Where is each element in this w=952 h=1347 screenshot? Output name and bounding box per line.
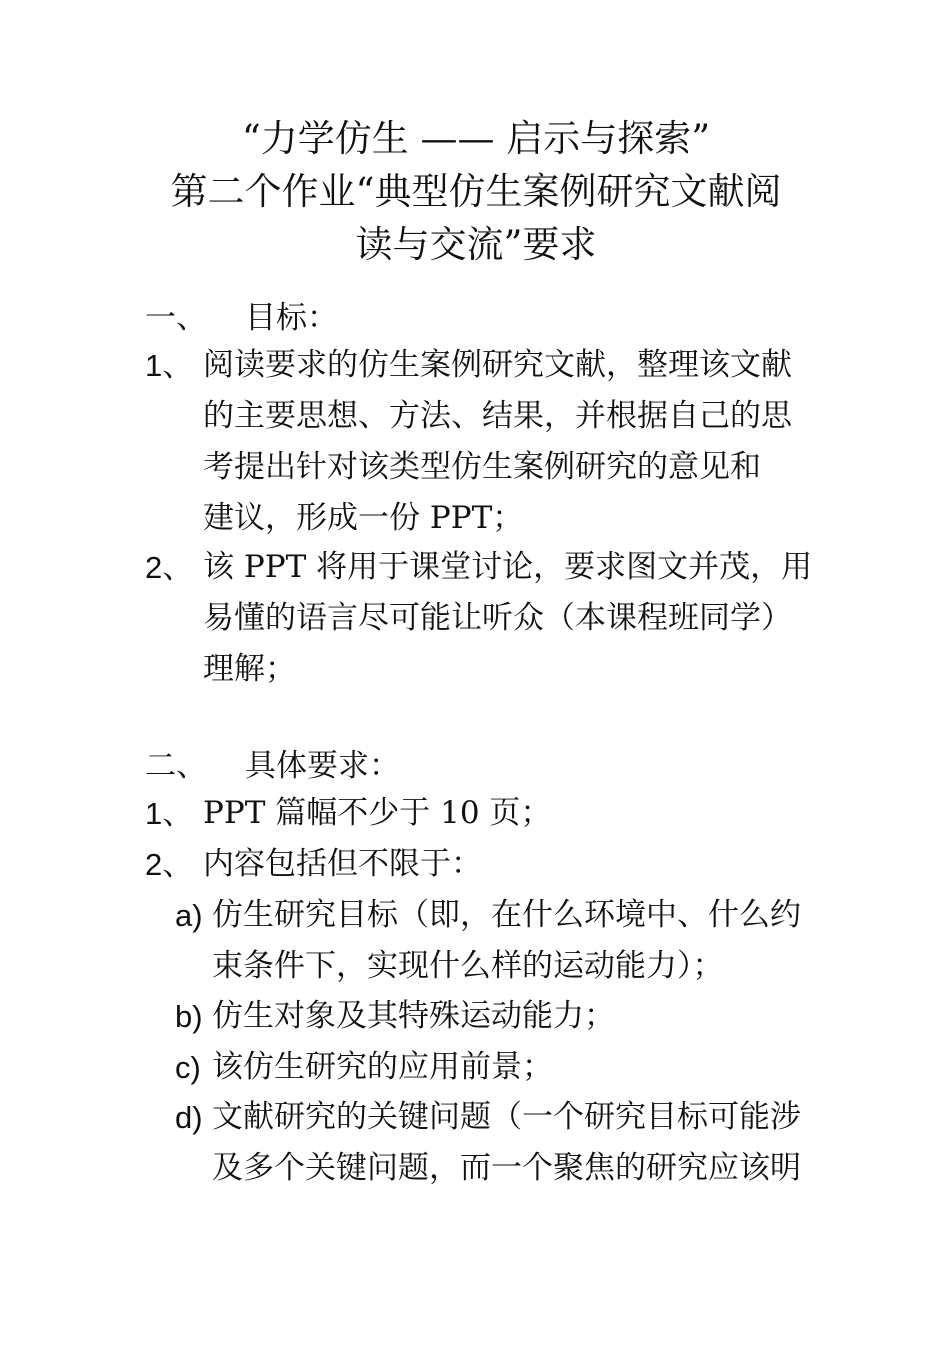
- section-2-number: 二、: [145, 748, 207, 784]
- list-item: [145, 542, 815, 695]
- list-item: [145, 839, 815, 890]
- sub-list-item-text: 文献研究的关键问题（一个研究目标可能涉 及多个关键问题，而一个聚焦的研究应该明: [212, 1099, 801, 1186]
- list-item-marker: 2、: [145, 847, 194, 882]
- sub-list-item-text: 仿生对象及其特殊运动能力；: [212, 998, 615, 1034]
- title-line-2: 第二个作业“典型仿生案例研究文献阅: [170, 170, 782, 213]
- title-line-1: “力学仿生 —— 启示与探索”: [241, 117, 711, 160]
- sub-list-item: [175, 1092, 815, 1194]
- sub-list-item-marker: c): [175, 1050, 201, 1085]
- section-2-title: 具体要求：: [245, 748, 400, 784]
- list-item-marker: 2、: [145, 550, 194, 585]
- sub-list-item-text: 该仿生研究的应用前景；: [212, 1049, 553, 1085]
- sub-list-item-marker: d): [175, 1100, 203, 1135]
- list-item-marker: 1、: [145, 796, 194, 831]
- document-title: [120, 112, 832, 271]
- list-item-marker: 1、: [145, 348, 194, 383]
- sub-list-item: [175, 890, 815, 992]
- sub-list-item-text: 仿生研究目标（即，在什么环境中、什么约 束条件下，实现什么样的运动能力）；: [212, 897, 801, 984]
- section-1-title: 目标：: [245, 300, 338, 336]
- sub-list-item: [175, 1042, 815, 1093]
- list-item-text: PPT 篇幅不少于 10 页；: [203, 795, 552, 831]
- list-item-text: 阅读要求的仿生案例研究文献，整理该文献 的主要思想、方法、结果，并根据自己的思 考提出针对该类型仿生案例研究的意见和 建议，形成一份 PPT；: [203, 347, 792, 536]
- list-item-text: 内容包括但不限于：: [203, 846, 482, 882]
- sub-list-item-marker: b): [175, 999, 203, 1034]
- section-1-heading: [145, 296, 338, 340]
- list-item: [145, 340, 815, 544]
- list-item-text: 该 PPT 将用于课堂讨论，要求图文并茂，用 易懂的语言尽可能让听众（本课程班同学） 理解；: [203, 549, 813, 687]
- section-2-heading: [145, 744, 400, 788]
- sub-list-item-marker: a): [175, 898, 203, 933]
- sub-list-item: [175, 991, 815, 1042]
- section-1-number: 一、: [145, 300, 207, 336]
- title-line-3: 读与交流”要求: [355, 223, 597, 266]
- list-item: [145, 788, 815, 839]
